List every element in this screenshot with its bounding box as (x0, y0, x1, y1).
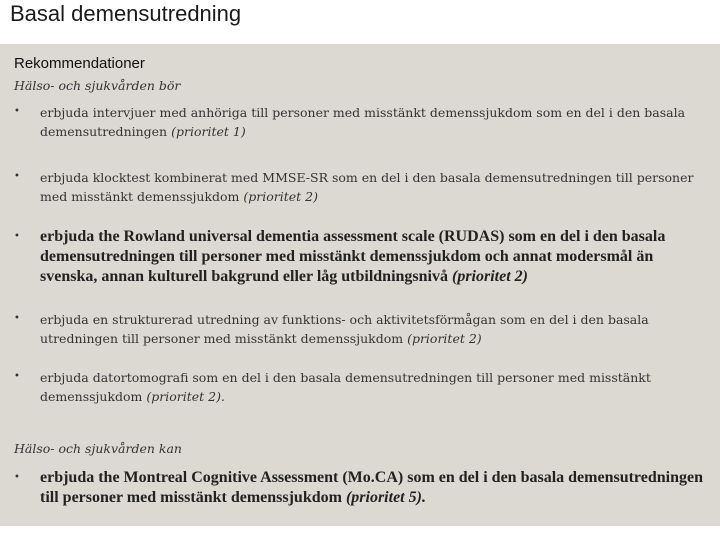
priority-label: (prioritet 1) (171, 124, 246, 139)
priority-label: (prioritet 2) (243, 189, 319, 204)
bullet-icon: • (14, 371, 20, 382)
recommendation-body: erbjuda klocktest kombinerat med MMSE-SR som en del i den basala demensutredningen till personer med misstänkt demenssjukdom (40, 170, 694, 204)
recommendation-text (40, 468, 710, 508)
recommendation-body: erbjuda the Montreal Cognitive Assessment (Mo.CA) som en del i den basala demensutredningen till personer med misstänkt demenssjukdom (40, 469, 703, 506)
recommendation-body: erbjuda intervjuer med anhöriga till personer med misstänkt demenssjukdom som en del i den basala demensutredningen (40, 105, 686, 139)
priority-label: (prioritet 2) (452, 268, 528, 285)
recommendation-text (40, 168, 710, 206)
priority-label: (prioritet 5). (345, 489, 426, 506)
recommendation-body: erbjuda the Rowland universal dementia assessment scale (RUDAS) som en del i den basala demensutredningen till personer med misstänkt demenssjukdom och annat modersmål än svenska, annan kulturell bakgrund eller låg utbildningsnivå (40, 228, 666, 285)
recommendation-body: erbjuda en strukturerad utredning av funktions- och aktivitetsförmågan som en del i den basala utredningen till personer med misstänkt demenssjukdom (40, 312, 649, 346)
intro-can: Hälso- och sjukvården kan (14, 441, 182, 456)
priority-label: (prioritet 2). (146, 389, 225, 404)
recommendation-text (40, 227, 710, 287)
intro-should: Hälso- och sjukvården bör (14, 78, 181, 93)
recommendation-body: erbjuda datortomografi som en del i den basala demensutredningen till personer med misstänkt demenssjukdom (40, 370, 651, 404)
bullet-icon: • (14, 231, 20, 242)
bullet-icon: • (14, 472, 20, 483)
page-title: Basal demensutredning (10, 1, 242, 26)
bullet-icon: • (14, 313, 20, 324)
priority-label: (prioritet 2) (407, 331, 482, 346)
bullet-icon: • (14, 106, 20, 117)
recommendation-text (40, 103, 710, 141)
recommendations-panel (0, 44, 720, 526)
recommendation-text (40, 310, 710, 348)
recommendations-heading: Rekommendationer (14, 55, 145, 72)
bullet-icon: • (14, 171, 20, 182)
recommendation-text (40, 368, 710, 406)
